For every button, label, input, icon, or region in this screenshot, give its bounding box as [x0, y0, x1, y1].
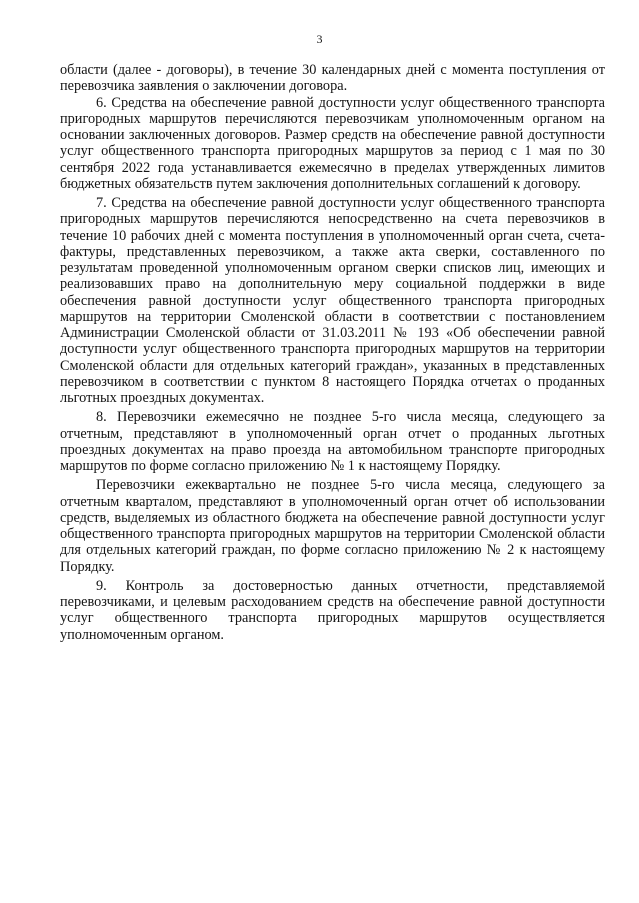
page-number: 3: [316, 32, 323, 46]
paragraph-item-9: 9. Контроль за достоверностью данных отчетности, представляемой перевозчиками, и целевым расходованием средств на обеспечение равной доступности услуг общественного транспорта пригородных маршрутов осуществляется уполномоченным органом.: [60, 577, 605, 643]
paragraph-item-8-quarterly: Перевозчики ежеквартально не позднее 5-го числа месяца, следующего за отчетным кварталом, представляют в уполномоченный орган отчет об использовании средств, выделяемых из областного бюджета на обеспечение равной доступности услуг общественного транспорта пригородных маршрутов на территории Смоленской области для отдельных категорий граждан, по форме согласно приложению № 2 к настоящему Порядку.: [60, 477, 605, 575]
paragraph-item-6: 6. Средства на обеспечение равной доступности услуг общественного транспорта пригородных маршрутов перечисляются перевозчикам уполномоченным органом на основании заключенных договоров. Размер средств на обеспечение равной доступности услуг общественного транспорта пригородных маршрутов за период с 1 мая по 30 сентября 2022 года устанавливается ежемесячно в пределах утвержденных лимитов бюджетных обязательств путем заключения дополнительных соглашений к договору.: [60, 94, 605, 192]
document-body: [60, 62, 605, 643]
paragraph-continuation: области (далее - договоры), в течение 30 календарных дней с момента поступления от перевозчика заявления о заключении договора.: [60, 62, 605, 95]
paragraph-item-8: 8. Перевозчики ежемесячно не позднее 5-го числа месяца, следующего за отчетным, представляют в уполномоченный орган отчет о проданных льготных проездных документах на право проезда на автомобильном транспорте пригородных маршрутов по форме согласно приложению № 1 к настоящему Порядку.: [60, 409, 605, 474]
paragraph-item-7: 7. Средства на обеспечение равной доступности услуг общественного транспорта пригородных маршрутов перечисляются непосредственно на счета перевозчиков в течение 10 рабочих дней с момента поступления в уполномоченный орган счета, счета-фактуры, представленных перевозчиком, а также акта сверки, составленного по результатам проведенной уполномоченным органом сверки списков лиц, имеющих и реализовавших право на дополнительную меру социальной поддержки в виде обеспечения равной доступности услуг общественного транспорта пригородных маршрутов на территории Смоленской области в соответствии с постановлением Администрации Смоленской области от 31.03.2011 № 193 «Об обеспечении равной доступности услуг общественного транспорта пригородных маршрутов на территории Смоленской области для отдельных категорий граждан», указанных в представленных перевозчиком в соответствии с пунктом 8 настоящего Порядка отчетах о проданных льготных проездных документах.: [60, 195, 605, 406]
